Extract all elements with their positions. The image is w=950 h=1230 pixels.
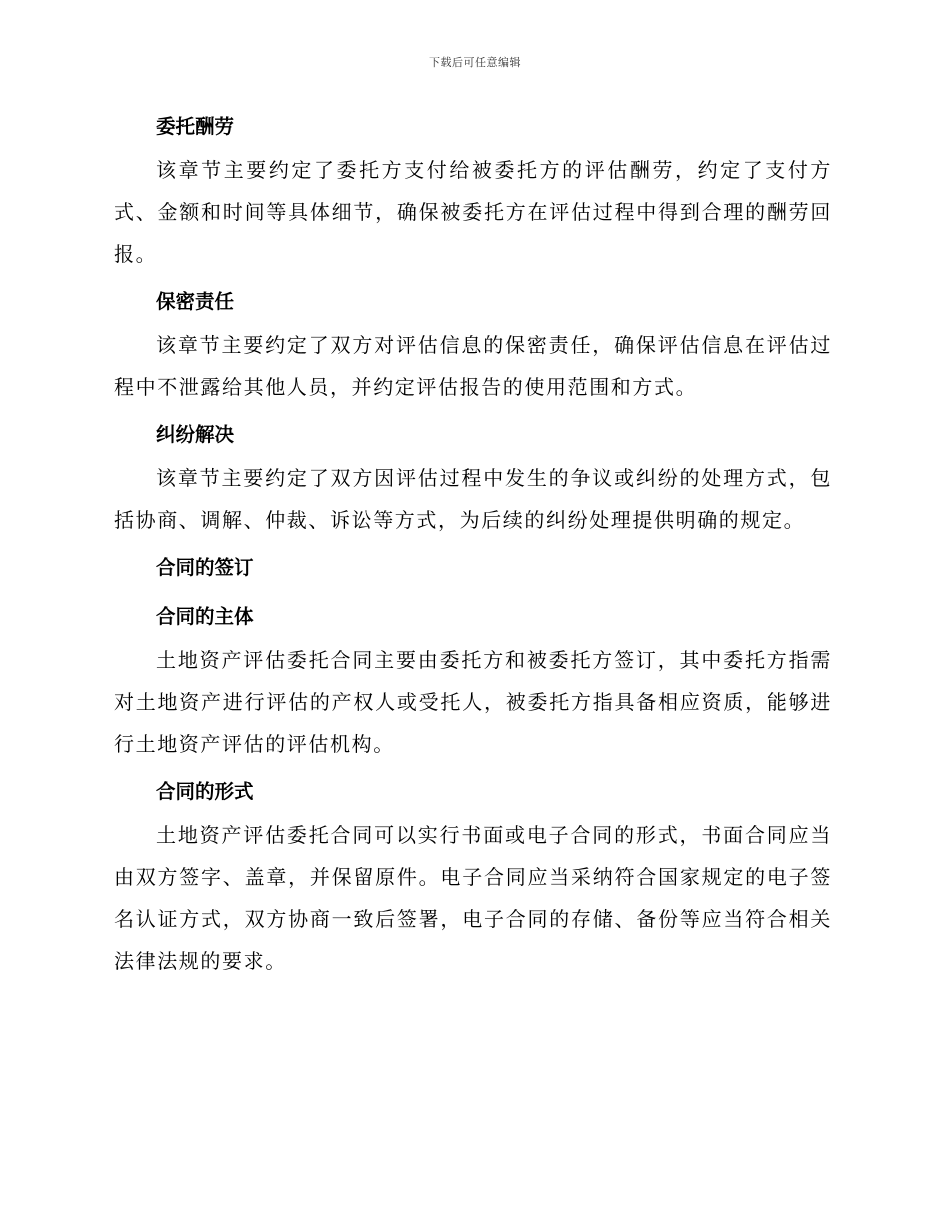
document-body: [114, 112, 832, 982]
section-heading-confidentiality: 保密责任: [156, 290, 235, 313]
section-heading-contract-parties: 合同的主体: [156, 605, 254, 628]
section-heading-remuneration: 委托酬劳: [156, 115, 235, 138]
section-paragraph-confidentiality: 该章节主要约定了双方对评估信息的保密责任，确保评估信息在评估过程中不泄露给其他人员，并约定评估报告的使用范围和方式。: [114, 333, 832, 399]
section-paragraph-contract-parties: 土地资产评估委托合同主要由委托方和被委托方签订，其中委托方指需对土地资产进行评估的产权人或受托人，被委托方指具备相应资质，能够进行土地资产评估的评估机构。: [114, 648, 832, 756]
section-heading-dispute-resolution: 纠纷解决: [156, 423, 235, 446]
section-paragraph-remuneration: 该章节主要约定了委托方支付给被委托方的评估酬劳，约定了支付方式、金额和时间等具体细节，确保被委托方在评估过程中得到合理的酬劳回报。: [114, 158, 832, 266]
section-paragraph-contract-form: 土地资产评估委托合同可以实行书面或电子合同的形式，书面合同应当由双方签字、盖章，并保留原件。电子合同应当采纳符合国家规定的电子签名认证方式，双方协商一致后签署，电子合同的存储、备份等应当符合相关法律法规的要求。: [114, 823, 832, 973]
section-paragraph-dispute-resolution: 该章节主要约定了双方因评估过程中发生的争议或纠纷的处理方式，包括协商、调解、仲裁、诉讼等方式，为后续的纠纷处理提供明确的规定。: [114, 466, 832, 532]
page-header: 下载后可任意编辑: [429, 56, 521, 69]
section-heading-contract-signing: 合同的签订: [156, 556, 254, 579]
section-heading-contract-form: 合同的形式: [156, 780, 254, 803]
